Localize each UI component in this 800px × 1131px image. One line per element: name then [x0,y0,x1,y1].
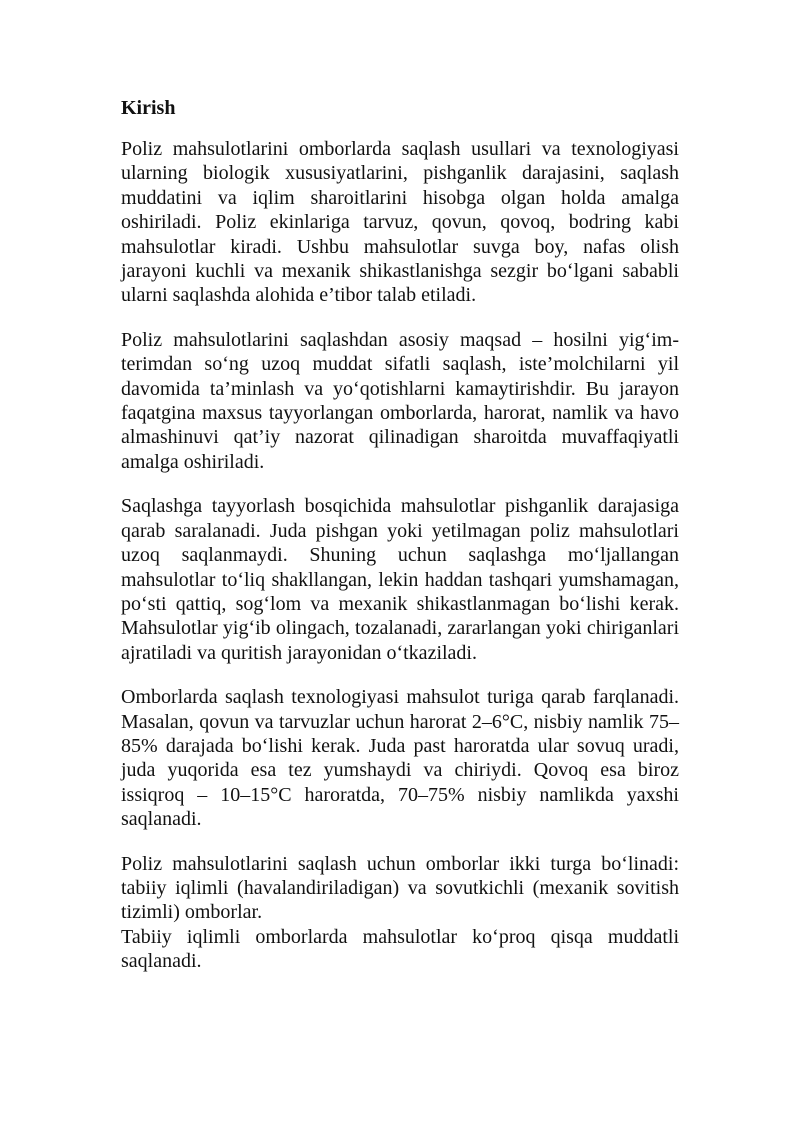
document-body [121,95,679,994]
paragraph: Omborlarda saqlash texnologiyasi mahsulot turiga qarab farqlanadi. Masalan, qovun va tarvuzlar uchun harorat 2–6°C, nisbiy namlik 75–85% darajada bo‘lishi kerak. Juda past haroratda ular sovuq uradi, juda yuqorida esa tez yumshaydi va chiriydi. Qovoq esa biroz issiqroq – 10–15°C haroratda, 70–75% nisbiy namlikda yaxshi saqlanadi. [121,686,679,831]
section-heading: Kirish [121,97,176,119]
paragraph: Saqlashga tayyorlash bosqichida mahsulotlar pishganlik darajasiga qarab saralanadi. Juda pishgan yoki yetilmagan poliz mahsulotlari uzoq saqlanmaydi. Shuning uchun saqlashga mo‘ljallangan mahsulotlar to‘liq shakllangan, lekin haddan tashqari yumshamagan, po‘sti qattiq, sog‘lom va mexanik shikastlanmagan bo‘lishi kerak. Mahsulotlar yig‘ib olingach, tozalanadi, zararlangan yoki chiriganlari ajratiladi va quritish jarayonidan o‘tkaziladi. [121,495,679,664]
paragraph: Tabiiy iqlimli omborlarda mahsulotlar ko‘proq qisqa muddatli saqlanadi. [121,925,679,973]
paragraph: Poliz mahsulotlarini saqlashdan asosiy maqsad – hosilni yig‘im-terimdan so‘ng uzoq muddat sifatli saqlash, iste’molchilarni yil davomida ta’minlash va yo‘qotishlarni kamaytirishdir. Bu jarayon faqatgina maxsus tayyorlangan omborlarda, harorat, namlik va havo almashinuvi qat’iy nazorat qilinadigan sharoitda muvaffaqiyatli amalga oshiriladi. [121,328,679,473]
paragraph: Poliz mahsulotlarini saqlash uchun omborlar ikki turga bo‘linadi: tabiiy iqlimli (havalandiriladigan) va sovutkichli (mexanik sovitish tizimli) omborlar. [121,852,679,924]
paragraph: Poliz mahsulotlarini omborlarda saqlash usullari va texnologiyasi ularning biologik xususiyatlarini, pishganlik darajasini, saqlash muddatini va iqlim sharoitlarini hisobga olgan holda amalga oshiriladi. Poliz ekinlariga tarvuz, qovun, qovoq, bodring kabi mahsulotlar kiradi. Ushbu mahsulotlar suvga boy, nafas olish jarayoni kuchli va mexanik shikastlanishga sezgir bo‘lgani sababli ularni saqlashda alohida e’tibor talab etiladi. [121,138,679,307]
